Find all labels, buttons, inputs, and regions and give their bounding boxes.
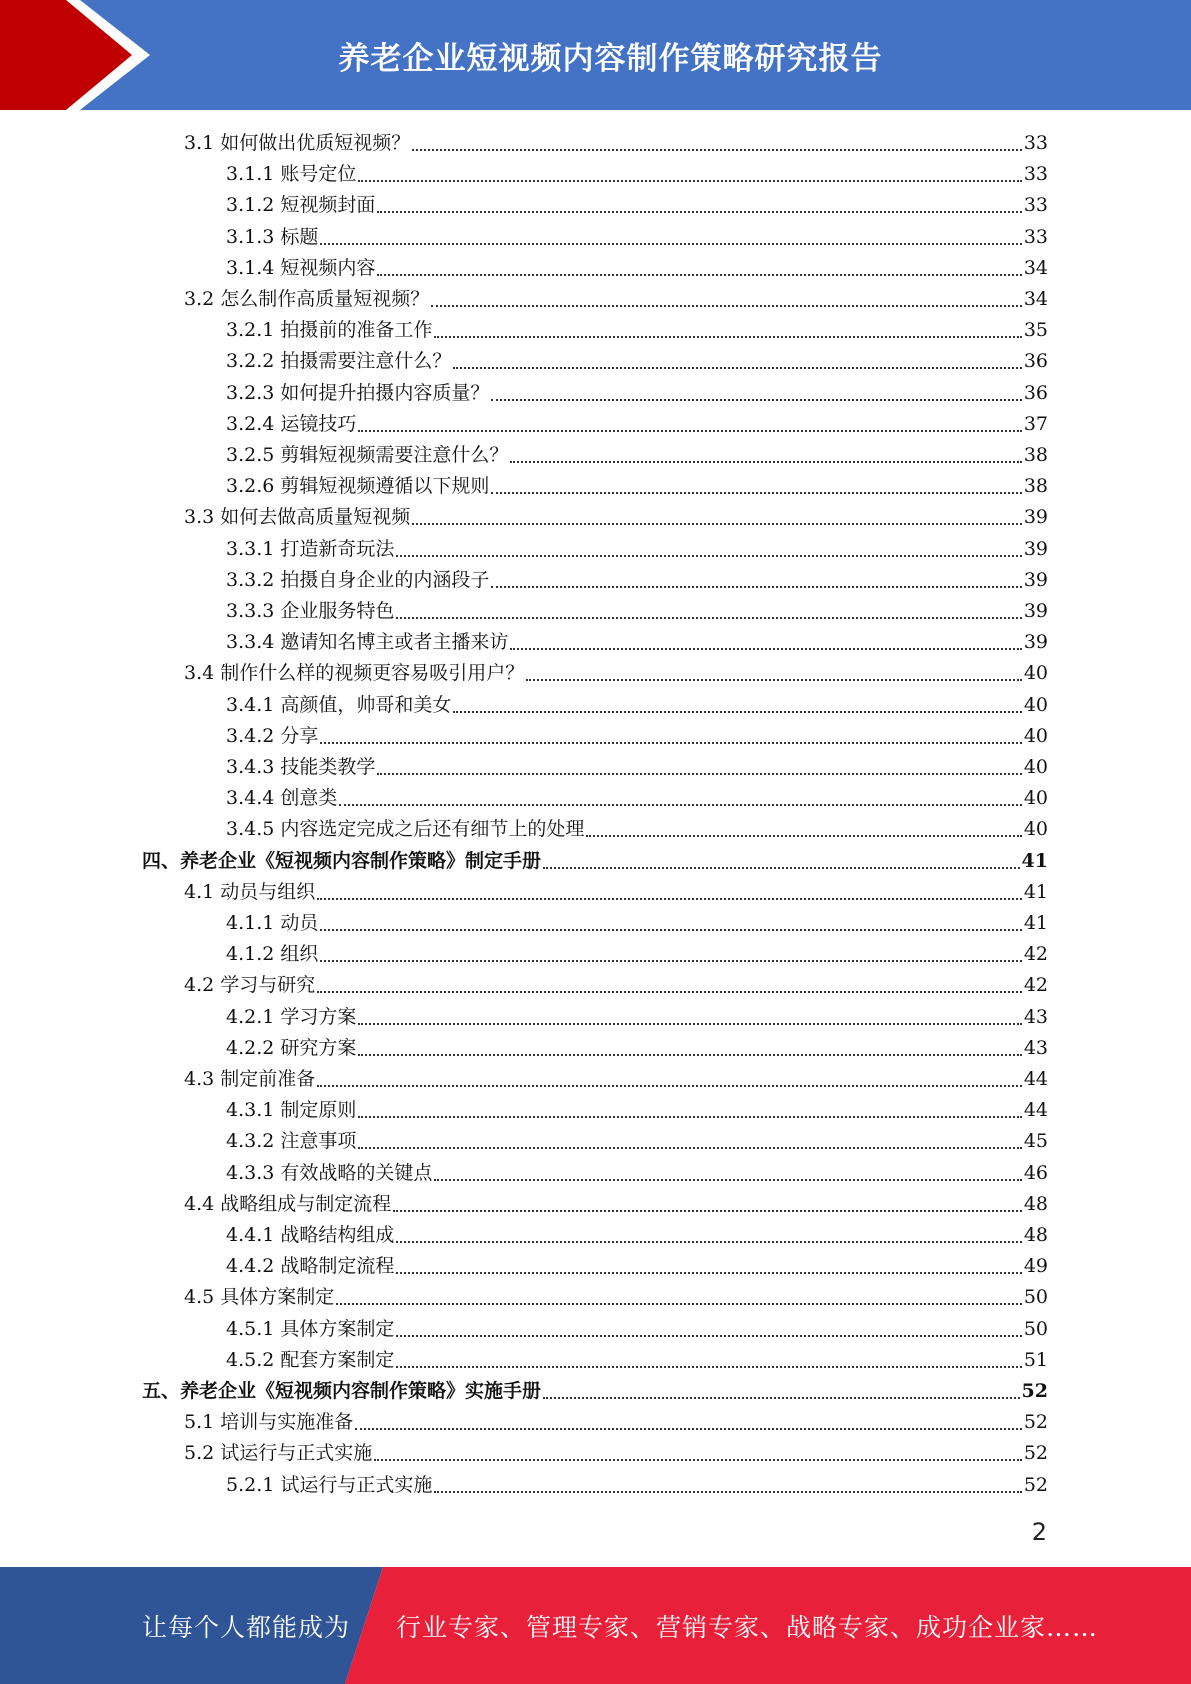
toc-entry[interactable] xyxy=(226,346,1048,377)
toc-dot-leader xyxy=(339,804,1021,806)
toc-entry-page: 34 xyxy=(1023,288,1048,310)
toc-entry-label: 4.3.2 注意事项 xyxy=(226,1130,357,1153)
footer-slogan-right: 行业专家、管理专家、营销专家、战略专家、成功企业家…… xyxy=(396,1612,1099,1642)
toc-entry-label: 3.3.3 企业服务特色 xyxy=(226,600,395,622)
toc-entry[interactable] xyxy=(184,970,1048,1001)
toc-entry-page: 38 xyxy=(1023,475,1048,498)
toc-entry[interactable] xyxy=(184,1282,1048,1313)
toc-dot-leader xyxy=(491,492,1021,494)
toc-entry[interactable] xyxy=(184,128,1048,159)
toc-dot-leader xyxy=(412,149,1022,151)
toc-entry[interactable] xyxy=(226,1314,1048,1345)
toc-entry[interactable] xyxy=(226,1470,1048,1501)
toc-entry-page: 43 xyxy=(1023,1005,1048,1028)
toc-entry-label: 3.1.3 标题 xyxy=(226,225,319,248)
toc-entry[interactable] xyxy=(142,1376,1048,1407)
toc-entry-page: 40 xyxy=(1023,724,1048,747)
toc-entry-label: 4.1.2 组织 xyxy=(226,943,319,966)
toc-entry-label: 3.2.6 剪辑短视频遵循以下规则 xyxy=(226,475,490,498)
toc-entry-label: 4.5 具体方案制定 xyxy=(184,1286,335,1309)
toc-entry-page: 33 xyxy=(1023,225,1048,248)
toc-entry-page: 41 xyxy=(1023,912,1048,934)
toc-dot-leader xyxy=(434,1491,1021,1493)
toc-entry-page: 51 xyxy=(1023,1348,1048,1371)
toc-entry[interactable] xyxy=(226,315,1048,346)
toc-entry-label: 4.2.2 研究方案 xyxy=(226,1036,357,1059)
toc-entry-label: 4.4.2 战略制定流程 xyxy=(226,1255,395,1278)
toc-entry-label: 3.3.1 打造新奇玩法 xyxy=(226,537,395,560)
toc-entry-page: 41 xyxy=(1023,880,1048,903)
page-header xyxy=(0,0,1191,110)
toc-entry-page: 46 xyxy=(1023,1161,1048,1184)
toc-entry[interactable] xyxy=(226,627,1048,658)
toc-entry[interactable] xyxy=(226,596,1048,627)
toc-entry[interactable] xyxy=(226,1033,1048,1064)
footer-slogan-left: 让每个人都能成为 xyxy=(142,1612,351,1642)
toc-entry-label: 3.1 如何做出优质短视频？ xyxy=(184,132,411,154)
toc-entry-label: 5.1 培训与实施准备 xyxy=(184,1411,354,1434)
toc-dot-leader xyxy=(453,711,1021,713)
toc-dot-leader xyxy=(377,211,1021,213)
toc-entry[interactable] xyxy=(226,721,1048,752)
toc-entry-page: 38 xyxy=(1023,444,1048,466)
toc-dot-leader xyxy=(434,336,1021,338)
toc-entry-page: 44 xyxy=(1023,1068,1048,1090)
toc-entry-page: 34 xyxy=(1023,256,1048,279)
toc-entry-label: 3.1.2 短视频封面 xyxy=(226,194,376,217)
toc-entry-page: 52 xyxy=(1023,1473,1048,1496)
toc-entry[interactable] xyxy=(184,1407,1048,1438)
toc-dot-leader xyxy=(510,648,1021,650)
toc-entry-label: 3.4.5 内容选定完成之后还有细节上的处理 xyxy=(226,818,585,841)
toc-entry[interactable] xyxy=(226,253,1048,284)
toc-entry-label: 4.2.1 学习方案 xyxy=(226,1005,357,1028)
toc-entry-page: 42 xyxy=(1023,943,1048,966)
toc-entry-label: 五、养老企业《短视频内容制作策略》实施手册 xyxy=(142,1380,542,1402)
toc-dot-leader xyxy=(358,1054,1021,1056)
toc-entry-page: 42 xyxy=(1023,974,1048,997)
toc-dot-leader xyxy=(396,555,1021,557)
toc-dot-leader xyxy=(510,461,1021,463)
toc-entry-page: 52 xyxy=(1023,1442,1048,1465)
toc-dot-leader xyxy=(526,679,1022,681)
toc-entry-page: 40 xyxy=(1023,818,1048,841)
toc-entry[interactable] xyxy=(226,939,1048,970)
toc-entry-label: 3.2.5 剪辑短视频需要注意什么？ xyxy=(226,444,509,466)
toc-entry-page: 40 xyxy=(1023,662,1048,685)
toc-dot-leader xyxy=(320,960,1021,962)
toc-entry-page: 39 xyxy=(1023,537,1048,560)
toc-dot-leader xyxy=(320,929,1021,931)
toc-entry-label: 4.1.1 动员 xyxy=(226,912,319,934)
toc-dot-leader xyxy=(543,1397,1020,1399)
toc-entry-page: 43 xyxy=(1023,1036,1048,1059)
toc-dot-leader xyxy=(396,1366,1021,1368)
toc-entry[interactable] xyxy=(226,1220,1048,1251)
toc-dot-leader xyxy=(543,867,1020,869)
toc-dot-leader xyxy=(317,1085,1022,1087)
toc-entry-page: 40 xyxy=(1023,693,1048,716)
toc-dot-leader xyxy=(412,523,1022,525)
toc-entry-page: 36 xyxy=(1023,381,1048,404)
toc-entry-page: 33 xyxy=(1023,194,1048,217)
toc-entry-page: 52 xyxy=(1021,1380,1048,1402)
toc-dot-leader xyxy=(431,305,1022,307)
toc-entry-label: 4.5.1 具体方案制定 xyxy=(226,1317,395,1340)
toc-entry-page: 39 xyxy=(1023,631,1048,654)
toc-entry-page: 37 xyxy=(1023,412,1048,435)
toc-entry-label: 四、养老企业《短视频内容制作策略》制定手册 xyxy=(142,849,542,872)
toc-entry[interactable] xyxy=(226,471,1048,502)
toc-dot-leader xyxy=(320,243,1021,245)
toc-entry-label: 3.2.2 拍摄需要注意什么？ xyxy=(226,350,452,373)
toc-entry-label: 5.2.1 试运行与正式实施 xyxy=(226,1473,433,1496)
toc-entry-page: 33 xyxy=(1023,132,1048,154)
toc-entry[interactable] xyxy=(226,783,1048,814)
toc-entry[interactable] xyxy=(184,1189,1048,1220)
page-number: 2 xyxy=(1031,1518,1047,1546)
toc-entry-label: 4.3.3 有效战略的关键点 xyxy=(226,1161,433,1184)
toc-entry-page: 52 xyxy=(1023,1411,1048,1434)
toc-entry[interactable] xyxy=(226,814,1048,845)
toc-entry[interactable] xyxy=(226,565,1048,596)
toc-dot-leader xyxy=(434,1179,1021,1181)
toc-entry[interactable] xyxy=(184,502,1048,533)
toc-entry-label: 4.4.1 战略结构组成 xyxy=(226,1224,395,1246)
toc-entry[interactable] xyxy=(184,1438,1048,1469)
toc-entry-page: 41 xyxy=(1021,849,1048,872)
toc-entry-label: 3.3.2 拍摄自身企业的内涵段子 xyxy=(226,568,490,591)
toc-dot-leader xyxy=(396,1272,1021,1274)
toc-dot-leader xyxy=(396,1335,1021,1337)
toc-entry-page: 39 xyxy=(1023,600,1048,622)
toc-entry[interactable] xyxy=(226,378,1048,409)
toc-dot-leader xyxy=(317,991,1022,993)
toc-entry[interactable] xyxy=(184,284,1048,315)
toc-entry[interactable] xyxy=(226,908,1048,939)
toc-entry-label: 4.2 学习与研究 xyxy=(184,974,316,997)
toc-entry-label: 4.1 动员与组织 xyxy=(184,880,316,903)
toc-dot-leader xyxy=(396,1241,1021,1243)
toc-entry[interactable] xyxy=(142,846,1048,877)
toc-entry-page: 40 xyxy=(1023,787,1048,810)
toc-entry-label: 3.4.3 技能类教学 xyxy=(226,756,376,778)
toc-entry[interactable] xyxy=(226,190,1048,221)
toc-entry-page: 50 xyxy=(1023,1317,1048,1340)
toc-entry-label: 3.4.2 分享 xyxy=(226,724,319,747)
toc-entry-label: 3.4.4 创意类 xyxy=(226,787,338,810)
toc-entry[interactable] xyxy=(226,409,1048,440)
toc-entry-label: 3.2.3 如何提升拍摄内容质量？ xyxy=(226,381,490,404)
toc-entry-page: 39 xyxy=(1023,568,1048,591)
toc-entry[interactable] xyxy=(226,1251,1048,1282)
toc-dot-leader xyxy=(358,180,1021,182)
toc-entry-label: 4.4 战略组成与制定流程 xyxy=(184,1192,392,1215)
toc-dot-leader xyxy=(358,430,1021,432)
toc-entry-label: 4.3 制定前准备 xyxy=(184,1068,316,1090)
toc-dot-leader xyxy=(393,1210,1022,1212)
toc-entry-page: 48 xyxy=(1023,1224,1048,1246)
toc-dot-leader xyxy=(336,1303,1022,1305)
toc-dot-leader xyxy=(396,617,1021,619)
toc-entry-page: 50 xyxy=(1023,1286,1048,1309)
toc-entry-page: 48 xyxy=(1023,1192,1048,1215)
toc-entry-label: 3.4.1 高颜值，帅哥和美女 xyxy=(226,693,452,716)
toc-entry-page: 39 xyxy=(1023,506,1048,529)
toc-entry-label: 3.2.1 拍摄前的准备工作 xyxy=(226,319,433,342)
toc-dot-leader xyxy=(374,1459,1022,1461)
toc-entry-label: 3.1.4 短视频内容 xyxy=(226,256,376,279)
toc-entry[interactable] xyxy=(226,752,1048,783)
toc-entry[interactable] xyxy=(226,534,1048,565)
toc-entry-page: 49 xyxy=(1023,1255,1048,1278)
toc-entry[interactable] xyxy=(184,658,1048,689)
toc-dot-leader xyxy=(491,399,1021,401)
toc-entry[interactable] xyxy=(226,1345,1048,1376)
toc-entry-page: 45 xyxy=(1023,1130,1048,1153)
toc-entry-label: 3.2 怎么制作高质量短视频？ xyxy=(184,288,430,310)
toc-entry[interactable] xyxy=(226,1095,1048,1126)
toc-entry-label: 4.3.1 制定原则 xyxy=(226,1099,357,1122)
toc-dot-leader xyxy=(586,835,1021,837)
toc-dot-leader xyxy=(453,367,1021,369)
toc-dot-leader xyxy=(377,274,1021,276)
toc-entry[interactable] xyxy=(226,1126,1048,1157)
toc-entry-label: 3.2.4 运镜技巧 xyxy=(226,412,357,435)
toc-dot-leader xyxy=(317,898,1022,900)
toc-entry[interactable] xyxy=(226,690,1048,721)
toc-entry-page: 40 xyxy=(1023,756,1048,778)
toc-entry[interactable] xyxy=(226,1158,1048,1189)
toc-entry-page: 44 xyxy=(1023,1099,1048,1122)
toc-entry[interactable] xyxy=(226,159,1048,190)
toc-entry[interactable] xyxy=(226,222,1048,253)
toc-entry[interactable] xyxy=(184,1064,1048,1095)
toc-entry[interactable] xyxy=(226,440,1048,471)
toc-dot-leader xyxy=(358,1147,1021,1149)
toc-dot-leader xyxy=(377,773,1021,775)
toc-dot-leader xyxy=(355,1428,1022,1430)
page-footer xyxy=(0,1567,1191,1684)
toc-entry-label: 3.1.1 账号定位 xyxy=(226,163,357,186)
toc-entry-page: 35 xyxy=(1023,319,1048,342)
toc-entry-page: 33 xyxy=(1023,163,1048,186)
toc-dot-leader xyxy=(491,586,1021,588)
toc-entry-label: 5.2 试运行与正式实施 xyxy=(184,1442,373,1465)
toc-entry[interactable] xyxy=(184,877,1048,908)
report-title: 养老企业短视频内容制作策略研究报告 xyxy=(338,40,883,77)
toc-entry-label: 3.3 如何去做高质量短视频 xyxy=(184,506,411,529)
toc-entry[interactable] xyxy=(226,1002,1048,1033)
toc-entry-label: 3.3.4 邀请知名博主或者主播来访 xyxy=(226,631,509,654)
toc-entry-page: 36 xyxy=(1023,350,1048,373)
toc-entry-label: 4.5.2 配套方案制定 xyxy=(226,1348,395,1371)
toc-entry-label: 3.4 制作什么样的视频更容易吸引用户？ xyxy=(184,662,525,685)
toc-dot-leader xyxy=(358,1116,1021,1118)
toc-dot-leader xyxy=(320,742,1021,744)
toc-dot-leader xyxy=(358,1023,1021,1025)
